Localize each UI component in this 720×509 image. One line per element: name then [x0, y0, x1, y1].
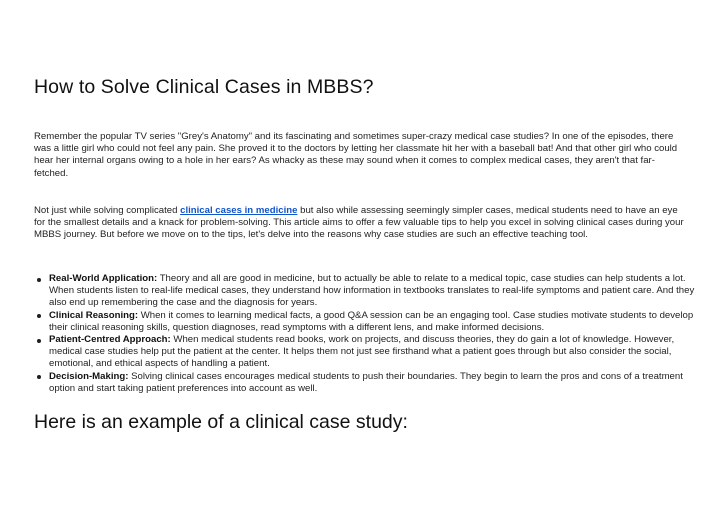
list-item-text: Solving clinical cases encourages medical students to push their boundaries. They begin to learn the pros and cons of a treatment option and start taking patient preferences into account as well.: [49, 370, 683, 394]
list-item-text: When medical students read books, work on projects, and discuss theories, they do gain a lot of knowledge. However, medical case studies help put the patient at the center. It helps them not just see firsthand what a patient goes through but also consider the social, emotional, and ethical aspects of handling a patient.: [49, 334, 675, 370]
list-item-label: Real-World Application:: [49, 273, 158, 284]
list-item-label: Patient-Centred Approach:: [49, 334, 171, 346]
list-item-text: Theory and all are good in medicine, but to actually be able to relate to a medical topic, case studies can help students a lot. When students listen to real-life medical cases, they understand how information in textbooks translates to real-life symptoms and patient care. And they also end up remembering the case and the diagnosis for years.: [49, 273, 695, 309]
paragraph-text-before-link: Not just while solving complicated: [34, 205, 181, 216]
clinical-cases-link[interactable]: clinical cases in medicine: [180, 205, 298, 216]
list-item-decision-making: [49, 371, 701, 395]
section-heading: Here is an example of a clinical case study:: [34, 411, 408, 433]
list-item-real-world-application: [49, 273, 701, 310]
intro-paragraph: Remember the popular TV series "Grey's Anatomy" and its fascinating and sometimes super-crazy medical case studies? In one of the episodes, there was a little girl who could not feel any pain. She proved it to the doctors by letting her classmate hit her with a baseball bat! And that other girl who could hear her internal organs owing to a hole in her ears? As whacky as these may sound when it comes to complex medical cases, they aren't that far-fetched.: [34, 131, 678, 179]
second-paragraph: [34, 205, 686, 242]
page-title: How to Solve Clinical Cases in MBBS?: [34, 76, 374, 98]
list-item-patient-centred-approach: [49, 334, 701, 371]
list-item-text: When it comes to learning medical facts, a good Q&A session can be an engaging tool. Case studies motivate students to develop their clinical reasoning skills, question diagnoses, read symptoms with a different lens, and make informed decisions.: [49, 309, 694, 333]
reasons-list: [34, 273, 701, 395]
list-item-label: Decision-Making:: [49, 370, 129, 382]
list-item-label: Clinical Reasoning:: [49, 309, 139, 321]
paragraph-text-after-link: but also while assessing seemingly simpler cases, medical students need to have an eye for the smallest details and a knack for problem-solving. This article aims to offer a few valuable tips to help you excel in solving clinical cases during your MBBS journey. But before we move on to the tips, let's delve into the reasons why case studies are such an effective teaching tool.: [34, 205, 684, 241]
list-item-clinical-reasoning: [49, 310, 701, 334]
